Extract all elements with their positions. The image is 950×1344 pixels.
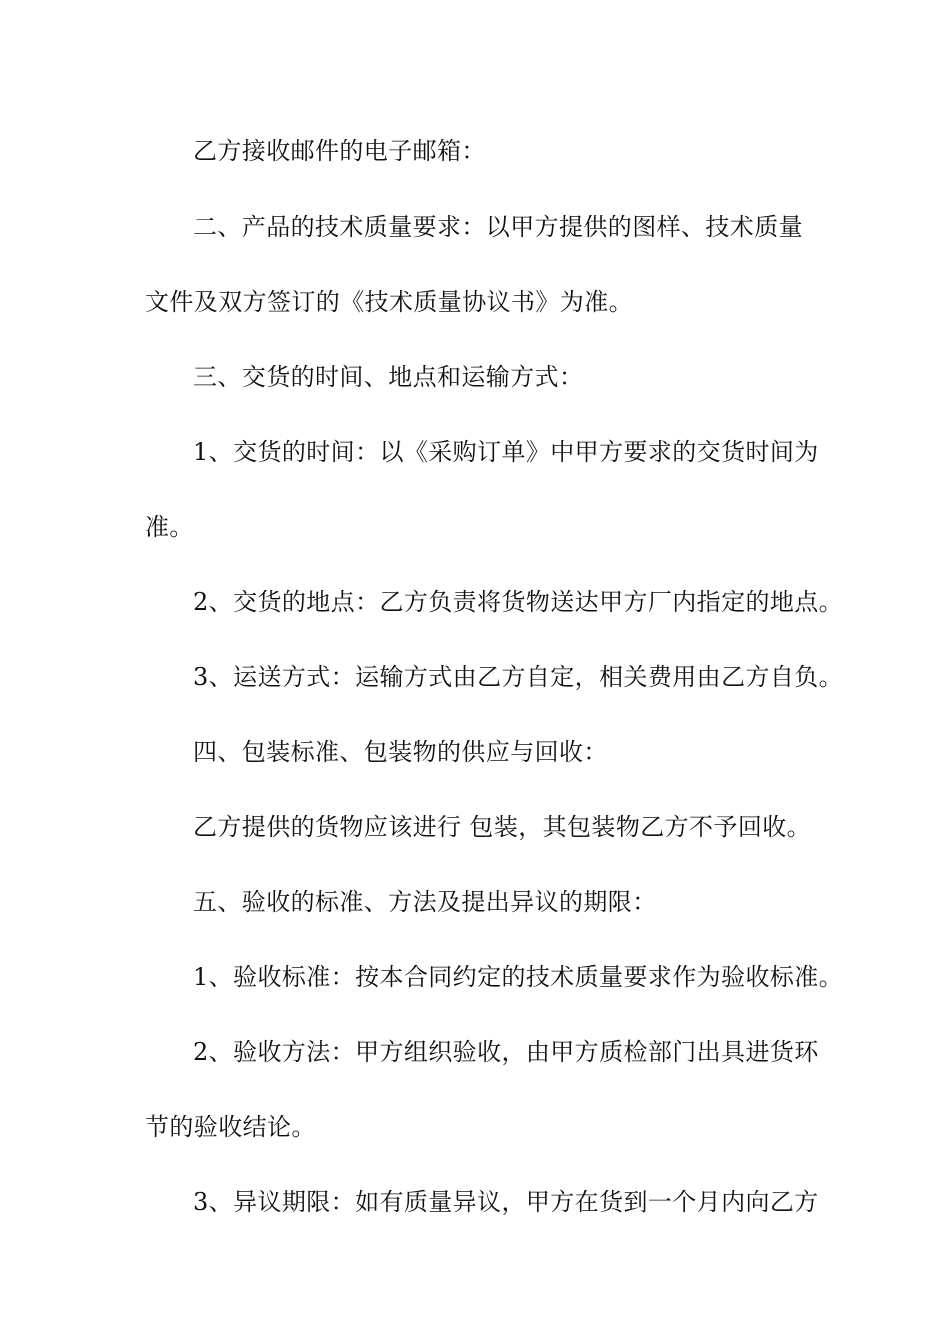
- clause-3-1: 1、交货的时间：以《采购订单》中甲方要求的交货时间为: [193, 438, 819, 466]
- clause-3-1-continuation: 准。: [145, 513, 194, 541]
- clause-5-2: 2、验收方法：甲方组织验收，由甲方质检部门出具进货环: [193, 1038, 819, 1066]
- section-2-continuation: 文件及双方签订的《技术质量协议书》为准。: [145, 288, 633, 316]
- section-4-text: 乙方提供的货物应该进行 包装，其包装物乙方不予回收。: [193, 813, 812, 841]
- text-line-email: 乙方接收邮件的电子邮箱：: [193, 137, 486, 165]
- clause-3-2: 2、交货的地点：乙方负责将货物送达甲方厂内指定的地点。: [193, 588, 844, 616]
- section-3-heading: 三、交货的时间、地点和运输方式：: [193, 363, 584, 391]
- section-2-heading: 二、产品的技术质量要求：以甲方提供的图样、技术质量: [193, 213, 803, 241]
- section-4-heading: 四、包装标准、包装物的供应与回收：: [193, 738, 608, 766]
- clause-3-3: 3、运送方式：运输方式由乙方自定，相关费用由乙方自负。: [193, 663, 844, 691]
- section-5-heading: 五、验收的标准、方法及提出异议的期限：: [193, 888, 657, 916]
- clause-5-3: 3、异议期限：如有质量异议，甲方在货到一个月内向乙方: [193, 1188, 819, 1216]
- clause-5-1: 1、验收标准：按本合同约定的技术质量要求作为验收标准。: [193, 963, 844, 991]
- clause-5-2-continuation: 节的验收结论。: [145, 1113, 316, 1141]
